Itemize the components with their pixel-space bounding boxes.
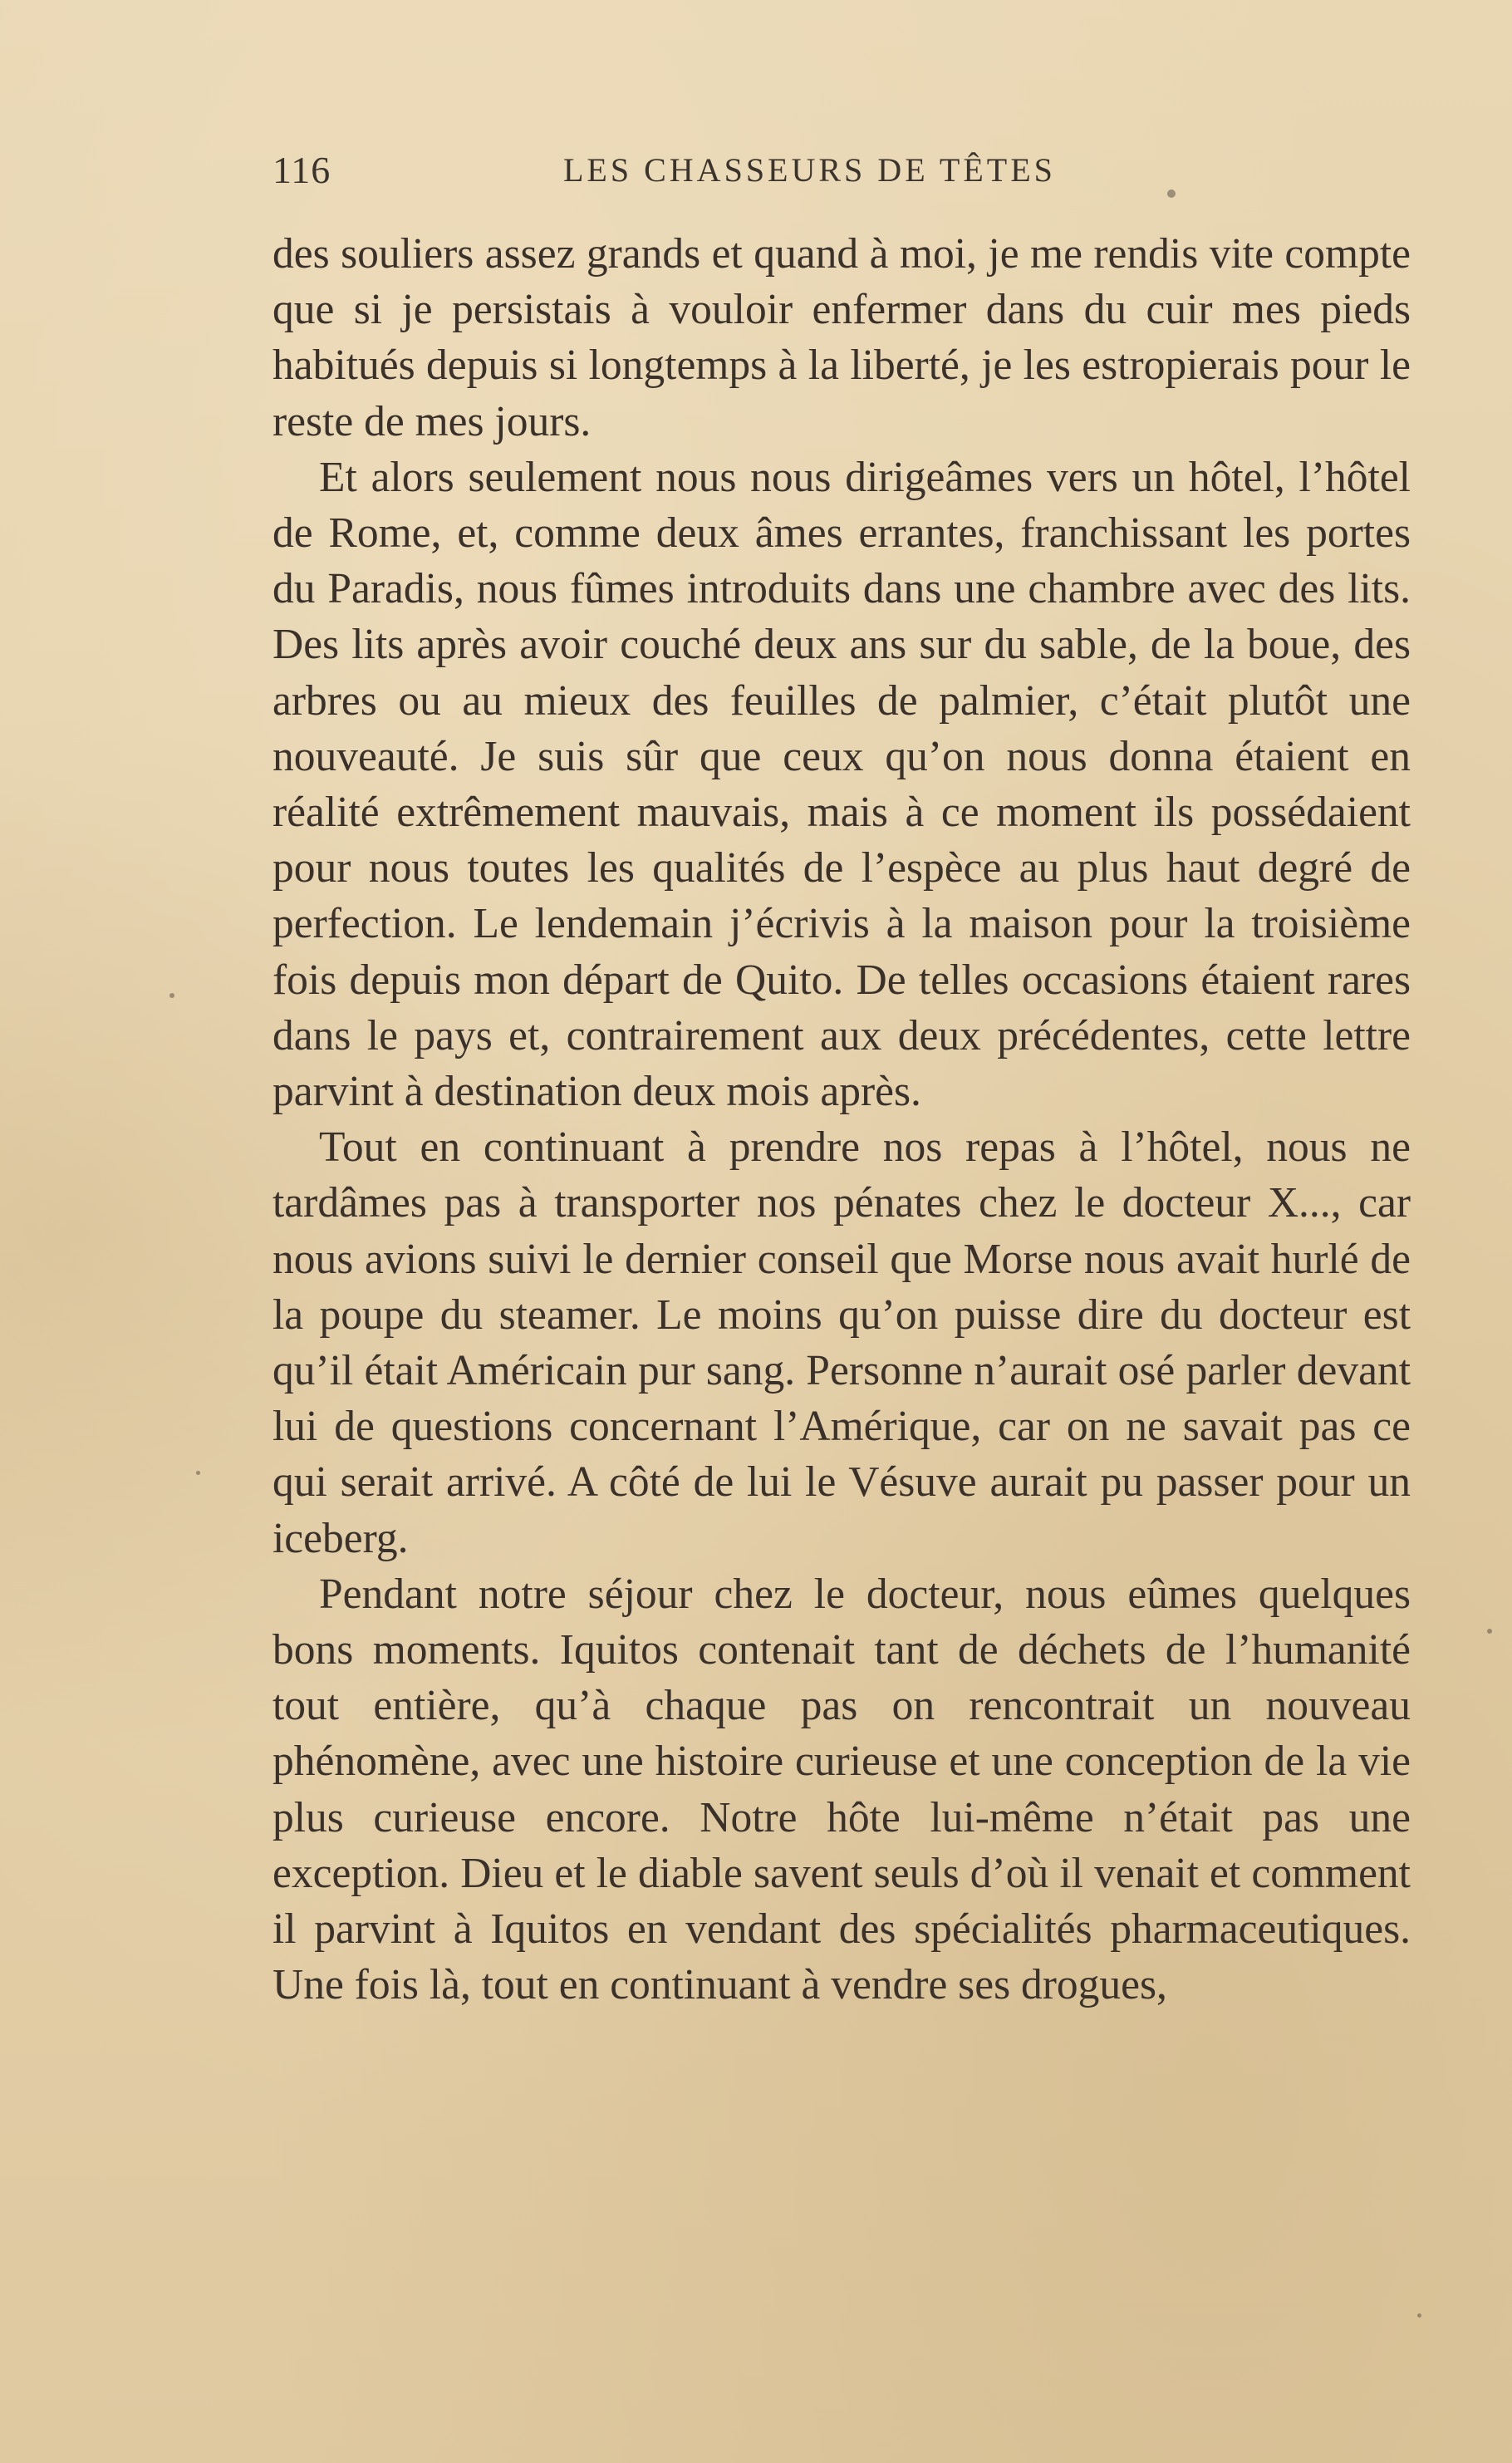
paragraph-3: Tout en continuant à prendre nos repas à l’hôtel, nous ne tardâmes pas à transporter nos pénates chez le docteur X..., car nous avions suivi le dernier conseil que Morse nous avait hurlé de la poupe du steamer. Le moins qu’on puisse dire du docteur est qu’il était Américain pur sang. Personne n’aurait osé parler devant lui de questions concernant l’Amérique, car on ne savait pas ce qui serait arrivé. A côté de lui le Vésuve aurait pu passer pour un iceberg.: [272, 1123, 1411, 1562]
page-number: 116: [272, 149, 331, 191]
paper-speck: [196, 1471, 200, 1475]
paper-speck: [1417, 2313, 1421, 2318]
paragraph-4: Pendant notre séjour chez le docteur, nous eûmes quelques bons moments. Iquitos contenait tant de déchets de l’humanité tout entière, qu’à chaque pas on rencontrait un nouveau phénomène, avec une histoire curieuse et une conception de la vie plus curieuse encore. Notre hôte lui-même n’était pas une exception. Dieu et le diable savent seuls d’où il venait et comment il parvint à Iquitos en vendant des spécialités pharmaceutiques. Une fois là, tout en continuant à vendre ses drogues,: [272, 1570, 1411, 2009]
paragraph-2: Et alors seulement nous nous dirigeâmes vers un hôtel, l’hôtel de Rome, et, comme deux âmes errantes, franchissant les portes du Paradis, nous fûmes introduits dans une chambre avec des lits. Des lits après avoir couché deux ans sur du sable, de la boue, des arbres ou au mieux des feuilles de palmier, c’était plutôt une nouveauté. Je suis sûr que ceux qu’on nous donna étaient en réalité extrêmement mauvais, mais à ce moment ils possédaient pour nous toutes les qualités de l’espèce au plus haut degré de perfection. Le lendemain j’écrivis à la maison pour la troisième fois depuis mon départ de Quito. De telles occasions étaient rares dans le pays et, contrairement aux deux précédentes, cette lettre parvint à destination deux mois après.: [272, 453, 1411, 1116]
paper-speck: [1487, 1629, 1492, 1634]
page-header: [272, 141, 1411, 199]
paragraph-1: des souliers assez grands et quand à moi, je me rendis vite compte que si je persistais à vouloir enfermer dans du cuir mes pieds habitués depuis si longtemps à la liberté, je les estropierais pour le reste de mes jours.: [272, 230, 1411, 445]
body-text: [272, 226, 1411, 2013]
paper-speck: [1167, 189, 1176, 198]
running-title: LES CHASSEURS DE TÊTES: [563, 151, 1056, 189]
paper-speck: [169, 993, 174, 998]
